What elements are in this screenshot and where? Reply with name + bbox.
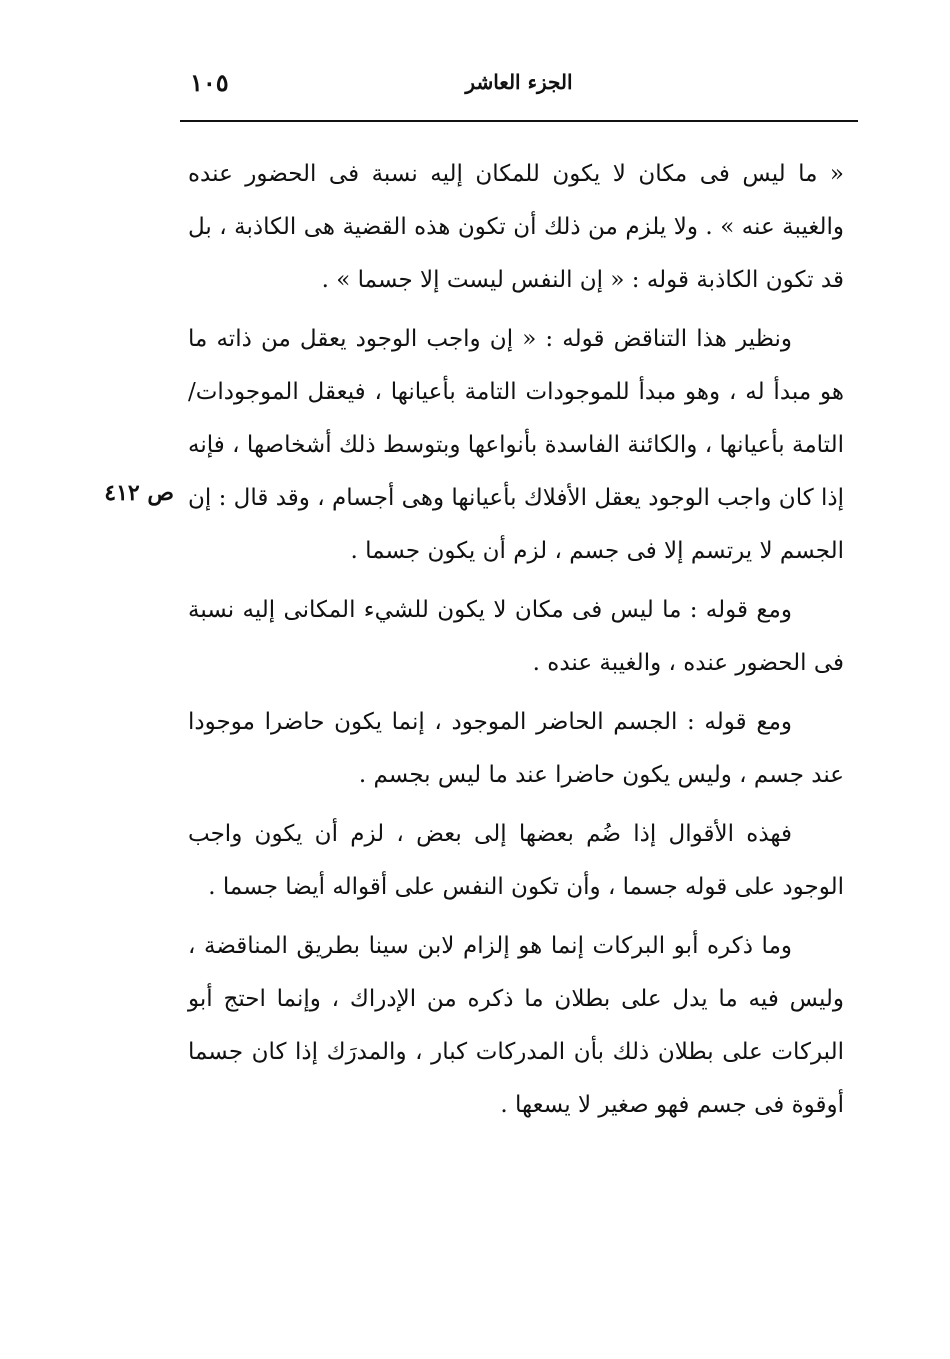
paragraph-5: فهذه الأقوال إذا ضُم بعضها إلى بعض ، لزم أن يكون واجب الوجود على قوله جسما ، وأن تكون النفس على أقواله أيضا جسما . [188, 821, 844, 900]
margin-page-reference: ص ٤١٢ [104, 480, 174, 506]
header-divider [180, 120, 858, 122]
paragraph-2: ونظير هذا التناقض قوله : « إن واجب الوجود يعقل من ذاته ما هو مبدأ له ، وهو مبدأ للموجودات التامة بأعيانها ، فيعقل الموجودات/التامة بأعيانها ، والكائنة الفاسدة بأنواعها وبتوسط ذلك أشخاصها ، فإنه إذا كان واجب الوجود يعقل الأفلاك بأعيانها وهى أجسام ، وقد قال : إن الجسم لا يرتسم إلا فى جسم ، لزم أن يكون جسما . [188, 326, 844, 564]
page-header [180, 66, 858, 106]
running-title: الجزء العاشر [465, 70, 573, 94]
paragraph-6: وما ذكره أبو البركات إنما هو إلزام لابن سينا بطريق المناقضة ، وليس فيه ما يدل على بطلان ما ذكره من الإدراك ، وإنما احتج أبو البركات على بطلان ذلك بأن المدركات كبار ، والمدرَك إذا كان جسما أوقوة فى جسم فهو صغير لا يسعها . [188, 933, 844, 1118]
paragraph-3: ومع قوله : ما ليس فى مكان لا يكون للشيء المكانى إليه نسبة فى الحضور عنده ، والغيبة عنده . [188, 597, 844, 676]
page-number: ١٠٥ [190, 68, 229, 97]
paragraph-1: « ما ليس فى مكان لا يكون للمكان إليه نسبة فى الحضور عنده والغيبة عنه » . ولا يلزم من ذلك أن تكون هذه القضية هى الكاذبة ، بل قد تكون الكاذبة قوله : « إن النفس ليست إلا جسما » . [188, 161, 844, 293]
body-text [188, 148, 844, 1132]
paragraph-4: ومع قوله : الجسم الحاضر الموجود ، إنما يكون حاضرا موجودا عند جسم ، وليس يكون حاضرا عند ما ليس بجسم . [188, 709, 844, 788]
